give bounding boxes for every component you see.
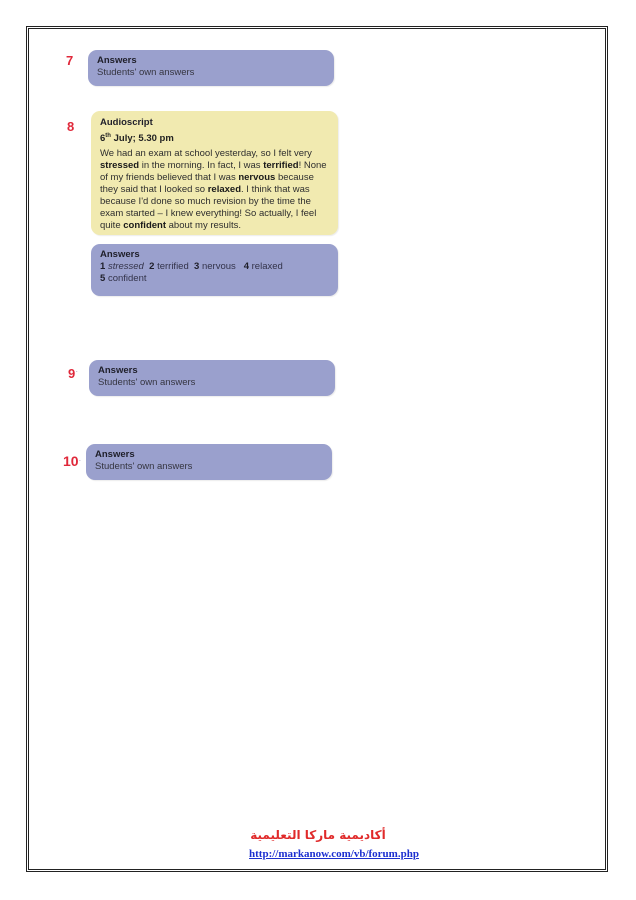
date-day: 6 xyxy=(100,133,106,144)
keyword-confident: confident xyxy=(123,220,166,231)
script-part-2: in the morning. In fact, I was xyxy=(139,160,264,171)
script-part-1: We had an exam at school yesterday, so I felt very xyxy=(100,148,312,159)
exercise-9-number-text: 9 xyxy=(68,366,76,381)
keyword-relaxed: relaxed xyxy=(207,184,242,195)
exercise-8-answers-line-1 xyxy=(100,261,329,273)
exercise-8-answers-title: Answers xyxy=(100,249,140,260)
script-part-5: . I think that was because I'd done so much revision by the time the exam started – I knew everything! So actually, I feel quite xyxy=(100,184,317,231)
exercise-7-answers-title: Answers xyxy=(97,55,137,66)
audioscript-text xyxy=(100,148,329,232)
exercise-7-number xyxy=(66,53,73,68)
audioscript-date xyxy=(100,133,329,145)
exercise-8-answers-line-2 xyxy=(100,273,329,285)
exercise-8-number-text: 8 xyxy=(67,119,75,134)
exercise-10-number-text: 10 xyxy=(63,453,79,469)
exercise-8-number xyxy=(67,119,74,134)
answer-number: 3 xyxy=(194,261,200,272)
exercise-10-answers-text: Students' own answers xyxy=(95,461,193,472)
answer-number: 4 xyxy=(243,261,249,272)
answer-word: nervous xyxy=(201,261,236,272)
exercise-10-answers-title: Answers xyxy=(95,449,135,460)
answer-word: relaxed xyxy=(251,261,283,272)
script-part-4: because they said that I looked so xyxy=(100,172,314,195)
script-part-6: about my results. xyxy=(166,220,241,231)
exercise-9-mark: · xyxy=(75,366,79,376)
exercise-7-number-text: 7 xyxy=(66,53,74,68)
date-suffix: th xyxy=(105,132,111,139)
exercise-9-number xyxy=(68,366,78,381)
answer-number: 5 xyxy=(100,273,106,284)
exercise-7-answers-box xyxy=(88,50,334,86)
exercise-8-answers-box xyxy=(91,244,338,296)
audioscript-title: Audioscript xyxy=(100,117,153,128)
answer-word: confident xyxy=(107,273,147,284)
exercise-10-mark: . xyxy=(78,453,82,463)
date-rest: July; 5.30 pm xyxy=(110,133,174,144)
footer-academy-name: أكاديمية ماركا التعليمية xyxy=(250,828,386,842)
exercise-8-audioscript-box xyxy=(91,111,338,235)
footer-forum-link[interactable]: http://markanow.com/vb/forum.php xyxy=(249,848,419,860)
answer-word: stressed xyxy=(107,261,144,272)
answer-number: 2 xyxy=(149,261,155,272)
answer-word: terrified xyxy=(157,261,189,272)
exercise-9-answers-text: Students' own answers xyxy=(98,377,196,388)
answer-number: 1 xyxy=(100,261,106,272)
keyword-terrified: terrified xyxy=(263,160,299,171)
keyword-nervous: nervous xyxy=(238,172,276,183)
exercise-10-answers-box xyxy=(86,444,332,480)
exercise-9-answers-title: Answers xyxy=(98,365,138,376)
keyword-stressed: stressed xyxy=(100,160,140,171)
script-part-3: ! None of my friends believed that I was xyxy=(100,160,327,183)
exercise-9-answers-box xyxy=(89,360,335,396)
exercise-7-answers-text: Students' own answers xyxy=(97,67,195,78)
exercise-10-number xyxy=(63,453,81,469)
